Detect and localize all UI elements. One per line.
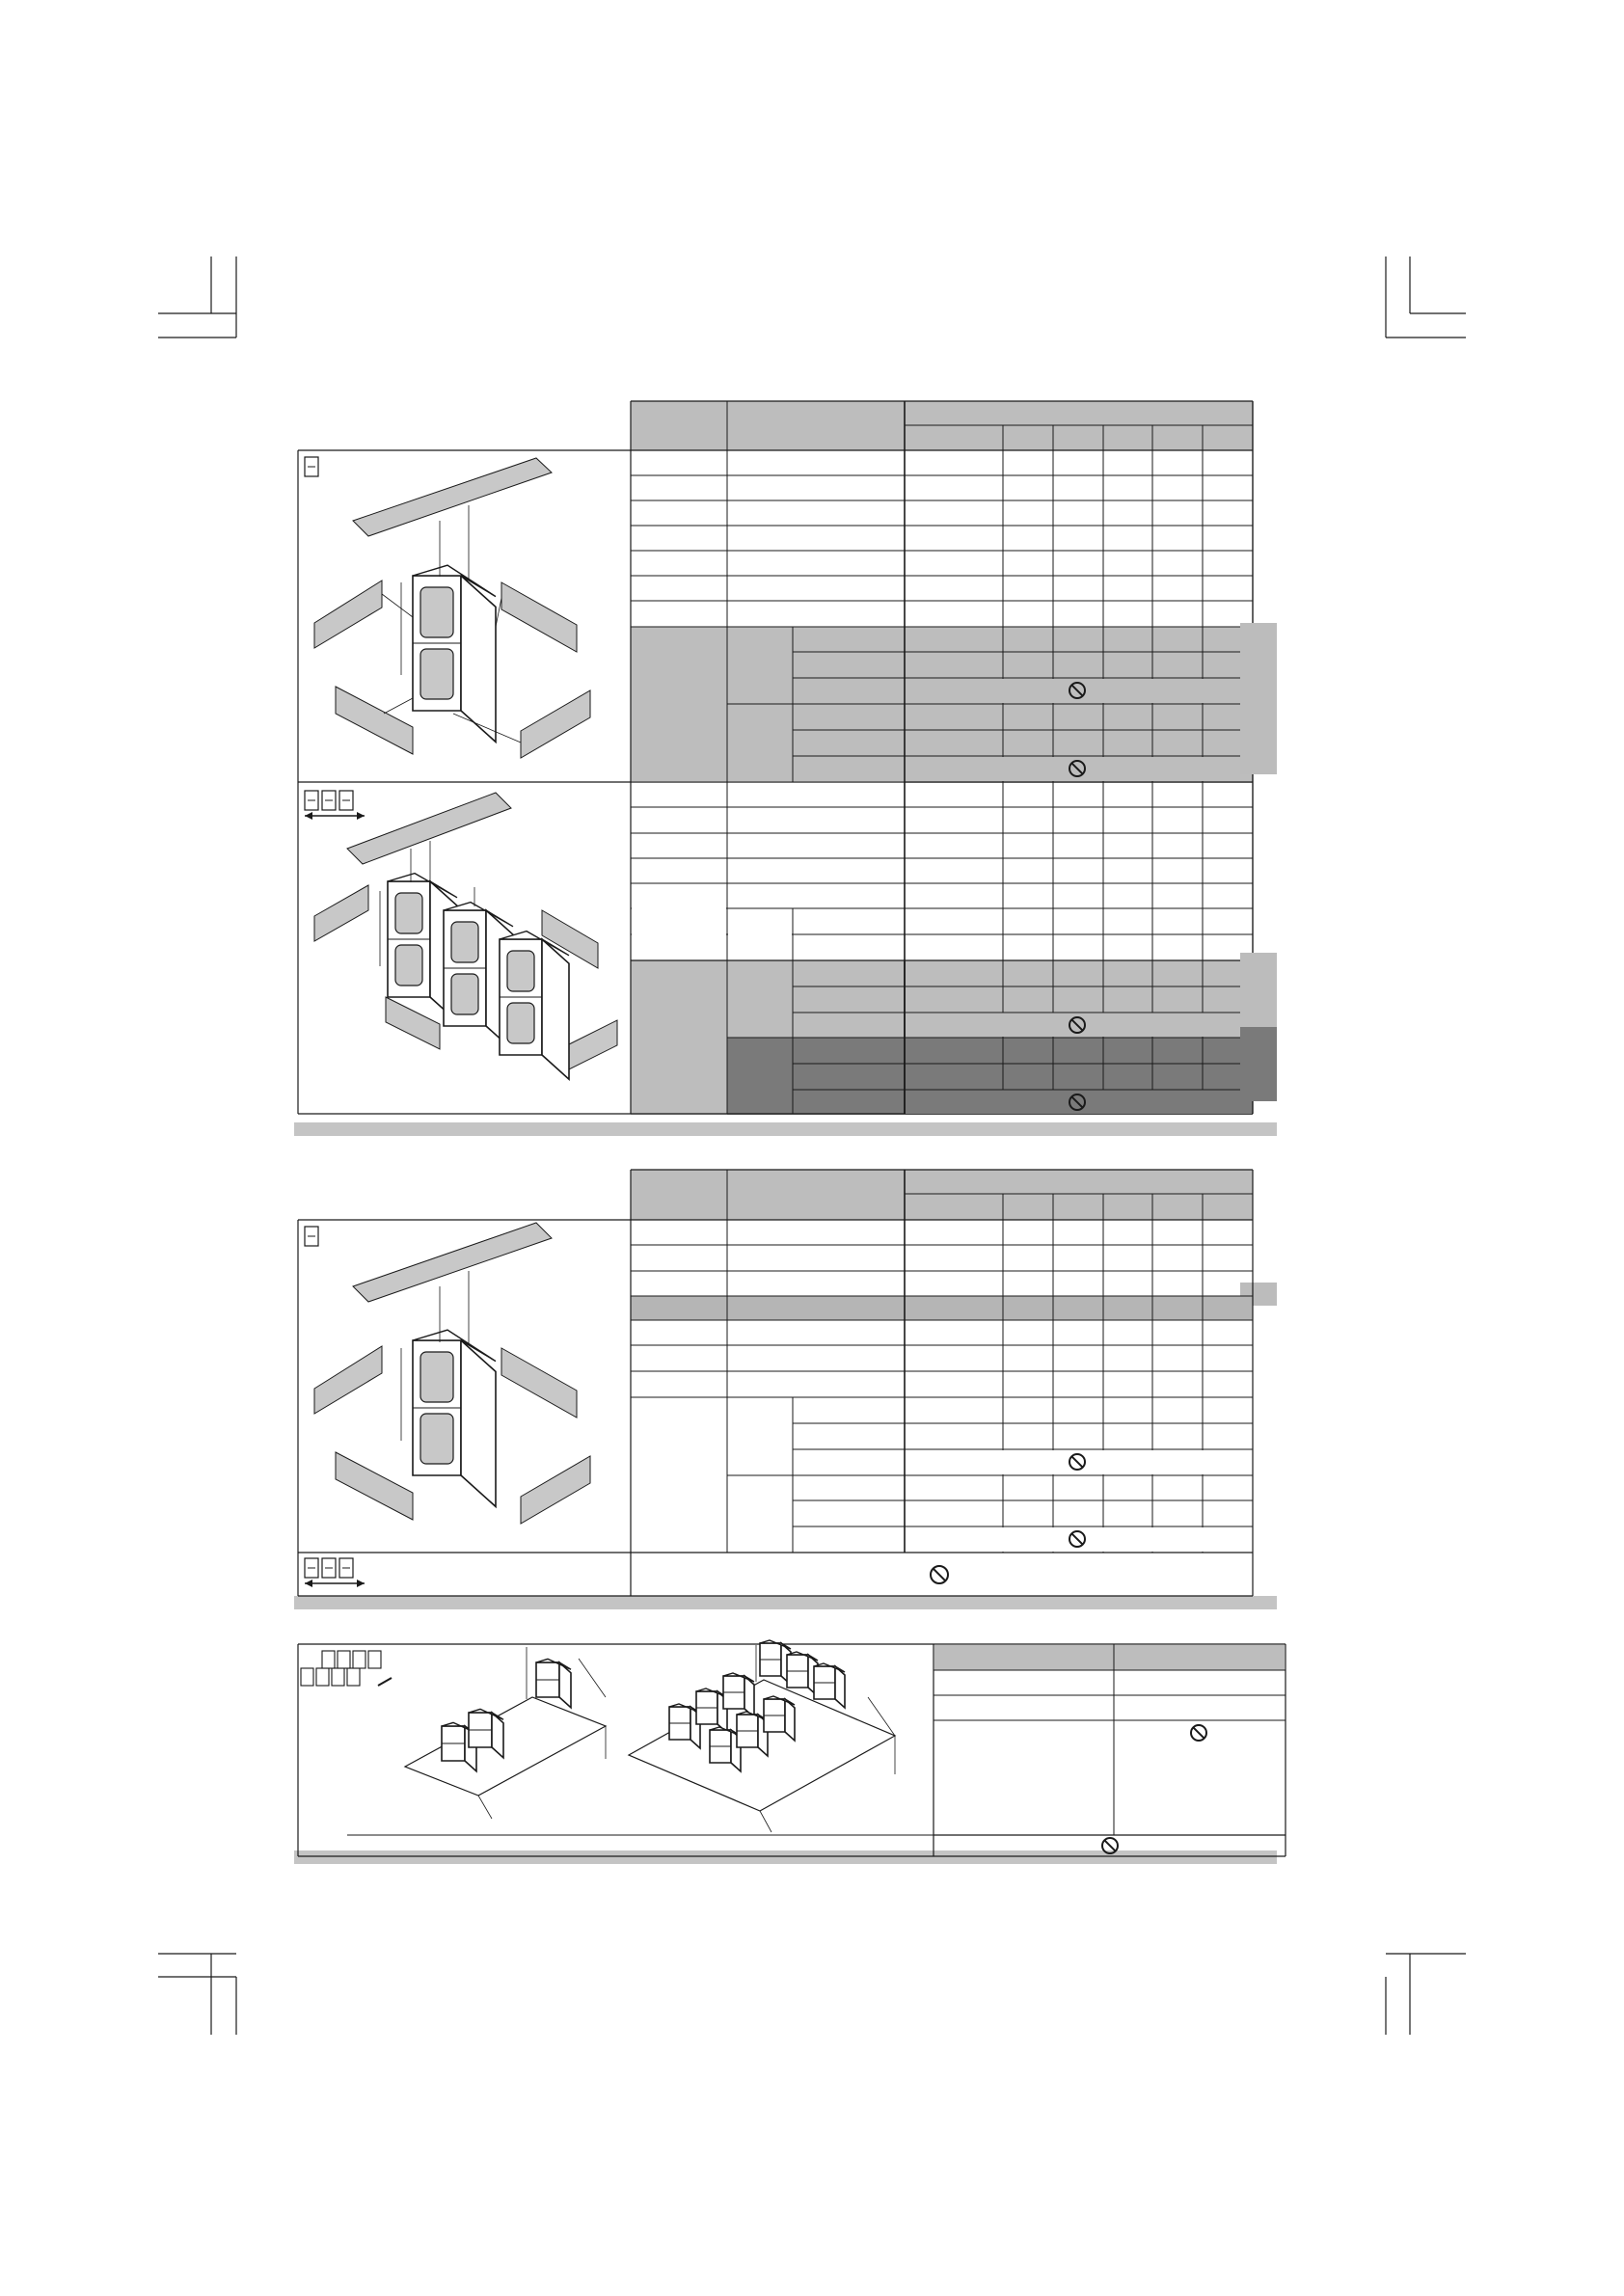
merged-label-cell [632, 884, 726, 959]
arrow-shaft [378, 1678, 392, 1686]
fan-grille-lower [420, 649, 453, 699]
wall-panel-front-right [521, 690, 590, 758]
clearance-table-2 [298, 1170, 1253, 1596]
clearance-leader [382, 594, 413, 617]
merged-label-cell [728, 909, 792, 959]
double-arrow-icon [305, 1580, 365, 1587]
dimension-line [478, 1796, 492, 1819]
wall-panel-front-left [336, 687, 413, 754]
unit-icon-body [301, 1668, 313, 1686]
ceiling-panel [353, 458, 552, 536]
side-tab-3 [1240, 1027, 1277, 1101]
floor-outline-left [405, 1697, 606, 1796]
prohibited-icon [1191, 1725, 1206, 1741]
section-divider-2 [294, 1596, 1277, 1609]
unit-icon-body [368, 1651, 381, 1668]
wall-panel-front-right [563, 1020, 617, 1072]
unit-icon-body [322, 1651, 335, 1668]
outdoor-unit-single [413, 565, 496, 742]
unit-icon-body [332, 1668, 344, 1686]
unit-side [835, 1666, 845, 1708]
wall-panel-right [501, 582, 577, 652]
unit-icon-body [316, 1668, 329, 1686]
fan-grille-lower [420, 1414, 453, 1464]
wall-panel-left [314, 885, 368, 941]
wall-panel-front-left [336, 1452, 413, 1520]
section-divider-3 [294, 1850, 1277, 1864]
fan-grille-upper [395, 893, 422, 933]
fan-grille-upper [420, 1352, 453, 1402]
outdoor-unit-single [413, 1330, 496, 1506]
prohibited-slash [1193, 1727, 1204, 1738]
wall-panel-front-right [521, 1456, 590, 1524]
section-divider-1 [294, 1122, 1277, 1136]
dimension-line [384, 698, 413, 714]
clearance-leader [496, 598, 501, 627]
fan-grille-lower [451, 974, 478, 1014]
unit-side [461, 1340, 496, 1506]
wall-panel-left [314, 581, 382, 648]
dimension-line [760, 1811, 771, 1832]
fan-grille-upper [451, 922, 478, 962]
arrow-head-left [305, 812, 312, 820]
arrow-head-right [357, 1580, 365, 1587]
unit-side [542, 939, 569, 1079]
crop-marks [158, 257, 1466, 2035]
unit-side [461, 576, 496, 742]
outdoor-unit-back-row [814, 1663, 845, 1708]
table-header-fill [631, 1170, 1253, 1220]
wall-panel-left [314, 1346, 382, 1414]
double-arrow-icon [305, 812, 365, 820]
installation-diagrams-1 [305, 457, 617, 1079]
table-header-fill [934, 1645, 1285, 1670]
unit-icon-body [338, 1651, 350, 1668]
ceiling-panel [347, 793, 511, 864]
side-tab-2 [1240, 953, 1277, 1027]
outdoor-unit-3 [500, 932, 569, 1080]
clearance-table-3 [298, 1640, 1286, 1856]
prohibited-slash [934, 1569, 946, 1581]
prohibited-icon [931, 1566, 948, 1583]
single-unit-icon [305, 1227, 318, 1246]
fan-grille-upper [507, 951, 534, 991]
side-tab-1 [1240, 623, 1277, 774]
wall-edge [579, 1659, 606, 1697]
unit-side [785, 1699, 795, 1741]
single-unit-icon [305, 457, 318, 476]
wall-panel-front-left [386, 997, 440, 1049]
fan-grille-lower [507, 1003, 534, 1043]
multiple-units-icon [305, 791, 353, 810]
unit-rows-icon [301, 1651, 392, 1686]
multiple-units-icon [305, 1558, 353, 1578]
fan-grille-upper [420, 587, 453, 637]
row-highlight [631, 1296, 1253, 1320]
unit-icon-body [353, 1651, 365, 1668]
prohibited-slash [1104, 1840, 1115, 1850]
wall-panel-right [501, 1348, 577, 1418]
row-group-label-fill [631, 960, 727, 1115]
fan-grille-lower [395, 945, 422, 986]
arrow-head-right [357, 812, 365, 820]
unit-icon-body [347, 1668, 360, 1686]
arrow-head-left [305, 1580, 312, 1587]
ceiling-panel [353, 1223, 552, 1302]
